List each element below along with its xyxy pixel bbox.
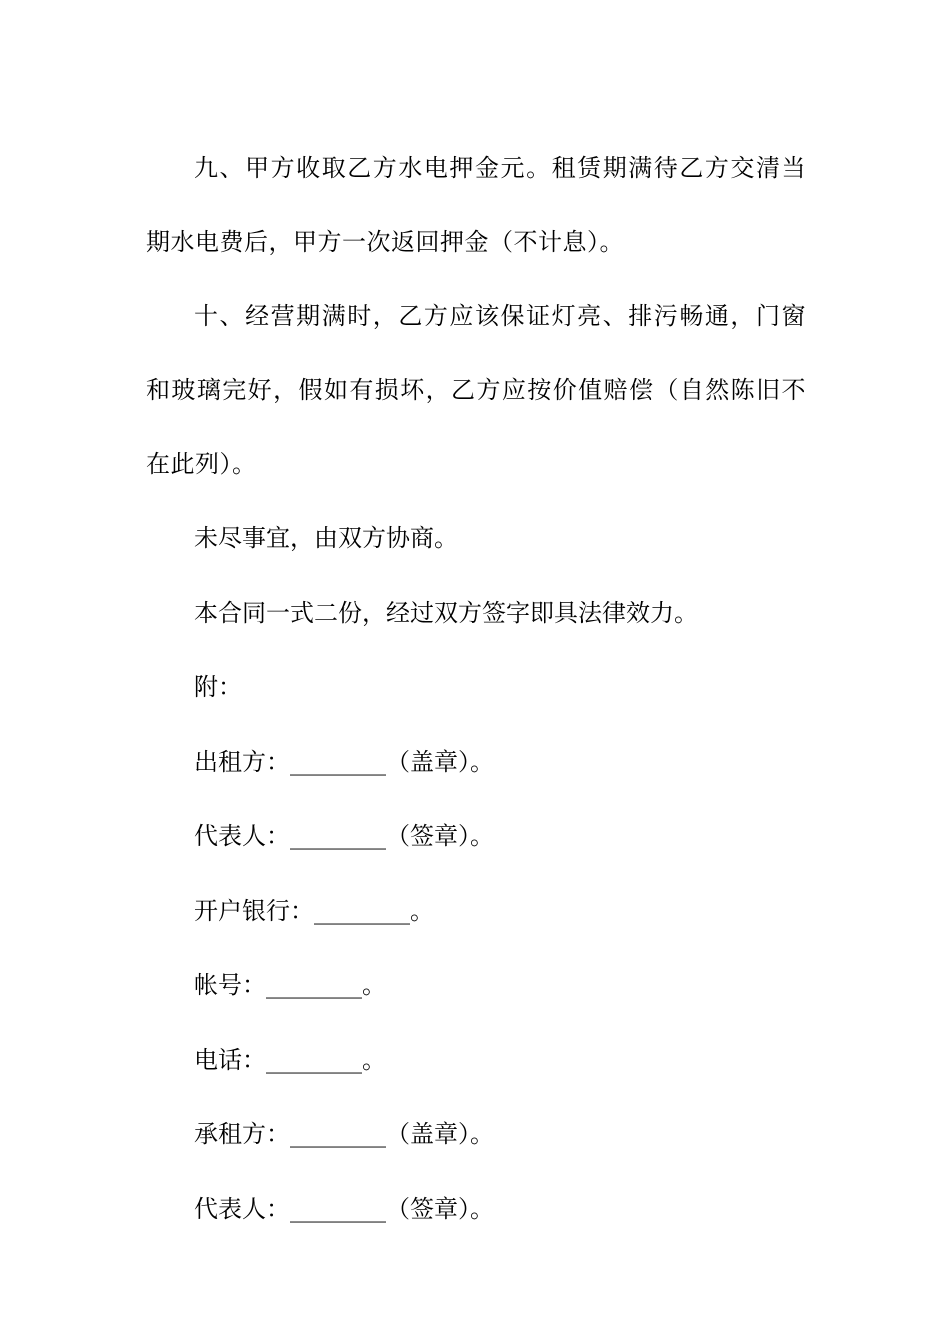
account-number-line: 帐号：________。 (194, 971, 386, 999)
lessee-representative-line: 代表人：________（签章）。 (194, 1194, 494, 1223)
bank-line: 开户银行：________。 (194, 896, 434, 925)
document-body (146, 131, 806, 1246)
appendix-label: 附： (194, 673, 242, 701)
lessor-representative-line: 代表人：________（签章）。 (194, 822, 494, 850)
phone-line: 电话：________。 (194, 1045, 386, 1074)
clause-nine: 九、甲方收取乙方水电押金元。租赁期满待乙方交清当期水电费后，甲方一次返回押金（不计息）。 (146, 154, 806, 256)
lessee-signature-line: 承租方：________（盖章）。 (194, 1120, 494, 1148)
clause-ten: 十、经营期满时，乙方应该保证灯亮、排污畅通，门窗和玻璃完好，假如有损坏，乙方应按价值赔偿（自然陈旧不在此列）。 (146, 302, 806, 478)
lessor-signature-line: 出租方：________（盖章）。 (194, 747, 494, 776)
copies-validity-line: 本合同一式二份，经过双方签字即具法律效力。 (194, 598, 698, 627)
unresolved-matters-line: 未尽事宜，由双方协商。 (194, 524, 458, 552)
